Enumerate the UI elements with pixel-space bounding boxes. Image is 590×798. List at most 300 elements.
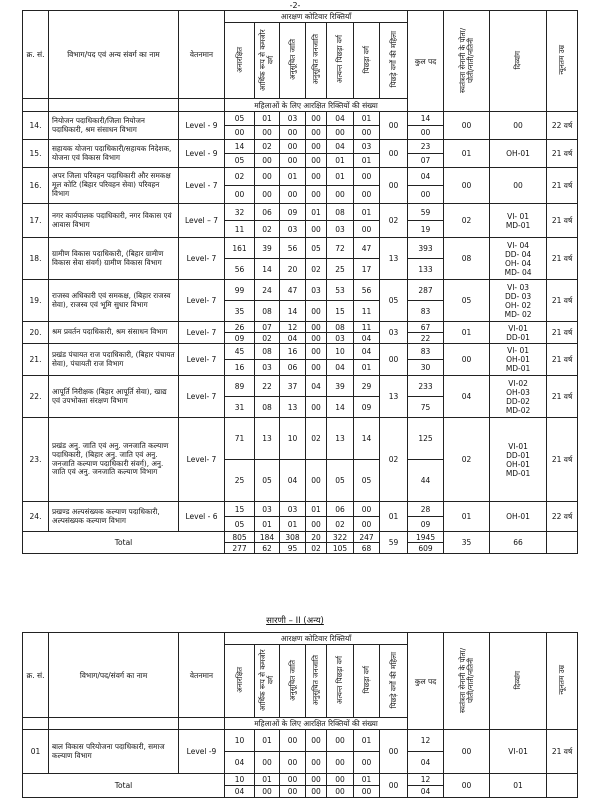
row-vacancy-value: 05 [306,238,327,259]
row-post-name: ग्रामीण विकास पदाधिकारी, (बिहार ग्रामीण विकास सेवा संवर्ग) ग्रामीण विकास विभाग [49,238,179,280]
row-vacancy-value: 00 [280,140,306,154]
row-vacancy-value: 99 [225,280,255,301]
row-sl: 22. [23,376,49,418]
header-total-posts: कुल पद [408,11,444,112]
row-sl: 21. [23,344,49,376]
row-vacancy-value: 00 [306,322,327,333]
row-women-value: 00 [255,154,280,168]
row-vacancy-value: 02 [306,418,327,460]
t2-header-disabled: दिव्यांग [513,670,523,690]
row-women-value: 00 [354,221,380,238]
row-vacancy-value: 89 [225,376,255,397]
row-sl: 20. [23,322,49,344]
row-disabled: VI-01 DD-01 [490,322,547,344]
table-row [23,140,578,154]
total-age-blank [547,774,578,798]
row-total-women: 75 [408,397,444,418]
row-post-name: नियोजन पदाधिकारी/जिला नियोजन पदाधिकारी, श्रम संसाधन विभाग [49,112,179,140]
total-posts: 12 [408,774,444,786]
row-disabled: VI- 03 DD- 03 OH- 02 MD- 02 [490,280,547,322]
row-vacancy-value: 06 [327,502,354,517]
total-women: 04 [408,786,444,798]
row-vacancy-value: 01 [306,204,327,221]
row-vacancy-value: 47 [280,280,306,301]
row-sl: 17. [23,204,49,238]
row-freedom-fighter: 01 [444,502,490,532]
row-bc-women: 05 [380,280,408,322]
row-women-value: 00 [255,126,280,140]
row-women-value: 05 [255,460,280,502]
row-total-posts: 23 [408,140,444,154]
table-row [23,168,578,186]
row-total-women: 30 [408,360,444,376]
row-vacancy-value: 24 [255,280,280,301]
total-bc-women: 59 [380,532,408,554]
t2-header-post: विभाग/पद/संवर्ग का नाम [49,633,179,718]
total-disabled: 01 [490,774,547,798]
t2-header-cat-bc: पिछड़ा वर्ग [361,666,371,694]
row-sl: 23. [23,418,49,502]
row-women-value: 00 [306,460,327,502]
row-women-value: 00 [280,154,306,168]
row-total-posts: 04 [408,168,444,186]
row-post-name: राजस्व अधिकारी एवं समकक्ष, (बिहार राजस्व सेवा), राजस्व एवं भूमि सुधार विभाग [49,280,179,322]
row-vacancy-value: 22 [255,376,280,397]
total-women-value: 00 [255,786,280,798]
total-value: 308 [280,532,306,543]
row-vacancy-value: 15 [225,502,255,517]
row-freedom-fighter: 00 [444,112,490,140]
table-row [23,502,578,517]
t2-header-sl: क्र. सं. [23,633,49,718]
total-women: 609 [408,543,444,554]
row-vacancy-value: 03 [280,112,306,126]
row-sl: 19. [23,280,49,322]
total-women-value: 00 [306,786,327,798]
table-row [23,204,578,221]
row-women-value: 17 [354,259,380,280]
row-vacancy-value: 14 [354,418,380,460]
row-total-posts: 12 [408,730,444,752]
row-total-women: 04 [408,752,444,774]
row-min-age: 21 वर्ष [547,344,578,376]
row-women-value: 00 [280,126,306,140]
header-cat-bc: पिछड़ा वर्ग [361,45,371,74]
row-disabled: VI- 01 MD-01 [490,204,547,238]
total-row [23,532,578,543]
row-disabled: VI-01 DD-01 OH-01 MD-01 [490,418,547,502]
total-posts: 1945 [408,532,444,543]
row-women-value: 15 [327,301,354,322]
row-sl: 16. [23,168,49,204]
row-women-value: 04 [327,360,354,376]
table-row [23,280,578,301]
row-vacancy-value: 14 [225,140,255,154]
row-vacancy-value: 04 [306,376,327,397]
row-min-age: 21 वर्ष [547,140,578,168]
row-vacancy-value: 26 [225,322,255,333]
row-women-value: 00 [327,126,354,140]
row-vacancy-value: 32 [225,204,255,221]
row-total-women: 44 [408,460,444,502]
row-women-value: 00 [306,154,327,168]
row-vacancy-value: 04 [327,140,354,154]
total-label: Total [23,532,225,554]
total-women-value: 04 [225,786,255,798]
row-vacancy-value: 04 [327,112,354,126]
row-women-value: 14 [280,301,306,322]
row-vacancy-value: 03 [354,140,380,154]
row-disabled: 00 [490,168,547,204]
row-post-name: प्रखण्ड अल्पसंख्यक कल्याण पदाधिकारी, अल्पसंख्यक कल्याण विभाग [49,502,179,532]
row-women-value: 09 [354,397,380,418]
row-min-age: 21 वर्ष [547,204,578,238]
header-disabled: दिव्यांग [513,50,523,70]
header-min-age: न्यूनतम उम्र [557,45,567,75]
table-row [23,376,578,397]
row-pay-level: Level - 7 [179,168,225,204]
row-women-value: 03 [255,360,280,376]
row-vacancy-value: 03 [255,502,280,517]
row-women-value: 02 [306,259,327,280]
row-vacancy-value: 56 [280,238,306,259]
row-women-value: 04 [280,333,306,344]
row-vacancy-value: 10 [327,344,354,360]
row-vacancy-value: 10 [280,418,306,460]
row-disabled: VI- 04 DD- 04 OH- 04 MD- 04 [490,238,547,280]
t2-header-cat-ebc: अत्यन्त पिछड़ा वर्ग [335,655,344,705]
row-women-value: 01 [354,360,380,376]
row-min-age: 21 वर्ष [547,418,578,502]
row-women-value: 00 [354,752,380,774]
row-women-value: 13 [280,397,306,418]
row-vacancy-value: 72 [327,238,354,259]
total-women-value: 95 [280,543,306,554]
row-women-value: 02 [255,333,280,344]
row-total-posts: 14 [408,112,444,126]
row-pay-level: Level- 7 [179,376,225,418]
total-value: 00 [280,774,306,786]
row-vacancy-value: 00 [354,168,380,186]
row-bc-women: 00 [380,112,408,140]
row-women-value: 05 [225,517,255,532]
row-vacancy-value: 08 [327,204,354,221]
row-vacancy-value: 00 [255,168,280,186]
row-total-posts: 287 [408,280,444,301]
row-women-value: 01 [280,517,306,532]
row-bc-women: 00 [380,730,408,774]
header-sl: क्र. सं. [23,11,49,99]
row-vacancy-value: 39 [255,238,280,259]
total-value: 00 [327,774,354,786]
row-vacancy-value: 01 [255,730,280,752]
row-freedom-fighter: 05 [444,280,490,322]
row-bc-women: 03 [380,322,408,344]
row-vacancy-value: 01 [255,112,280,126]
row-vacancy-value: 56 [354,280,380,301]
total-value: 20 [306,532,327,543]
total-bc-women: 00 [380,774,408,798]
vacancy-table-2 [22,632,578,798]
t2-header-women-subheader: महिलाओं के लिए आरक्षित रिक्तियों की संख्या [225,718,408,730]
row-vacancy-value: 39 [327,376,354,397]
table2-caption: सारणी – II (अन्य) [266,616,324,626]
total-women-value: 62 [255,543,280,554]
row-disabled: OH-01 [490,502,547,532]
row-vacancy-value: 00 [306,112,327,126]
row-total-posts: 59 [408,204,444,221]
row-vacancy-value: 45 [225,344,255,360]
row-total-posts: 125 [408,418,444,460]
row-freedom-fighter: 00 [444,344,490,376]
row-women-value: 00 [306,752,327,774]
row-vacancy-value: 04 [354,344,380,360]
row-total-women: 09 [408,517,444,532]
total-women-value: 02 [306,543,327,554]
row-freedom-fighter: 08 [444,238,490,280]
row-women-value: 03 [327,333,354,344]
t2-header-cat-ur: अनारक्षित [234,667,244,693]
row-min-age: 21 वर्ष [547,322,578,344]
row-freedom-fighter: 04 [444,376,490,418]
header-women-subheader: महिलाओं के लिए आरक्षित रिक्तियों की संख्या [225,99,408,112]
row-post-name: श्रम प्रवर्तन पदाधिकारी, श्रम संसाधन विभाग [49,322,179,344]
row-vacancy-value: 13 [327,418,354,460]
row-vacancy-value: 08 [255,344,280,360]
row-women-value: 00 [354,186,380,204]
row-vacancy-value: 47 [354,238,380,259]
row-freedom-fighter: 02 [444,204,490,238]
row-sl: 15. [23,140,49,168]
row-vacancy-value: 01 [306,502,327,517]
row-women-value: 00 [306,397,327,418]
row-vacancy-value: 00 [280,730,306,752]
row-women-value: 05 [225,154,255,168]
row-women-value: 14 [327,397,354,418]
row-women-value: 01 [327,154,354,168]
total-women-value: 00 [327,786,354,798]
row-total-posts: 393 [408,238,444,259]
row-bc-women: 02 [380,204,408,238]
row-vacancy-value: 08 [327,322,354,333]
total-value: 322 [327,532,354,543]
header-cat-bcw: पिछड़े वर्गों की महिला [388,31,398,88]
row-women-value: 56 [225,259,255,280]
row-women-value: 00 [255,752,280,774]
row-vacancy-value: 05 [225,112,255,126]
row-vacancy-value: 09 [280,204,306,221]
row-total-women: 83 [408,301,444,322]
total-value: 805 [225,532,255,543]
row-freedom-fighter: 02 [444,418,490,502]
row-min-age: 21 वर्ष [547,168,578,204]
row-women-value: 25 [327,259,354,280]
table-row [23,112,578,126]
row-women-value: 00 [354,126,380,140]
total-women-value: 105 [327,543,354,554]
row-vacancy-value: 02 [255,140,280,154]
row-women-value: 00 [327,186,354,204]
row-women-value: 00 [306,517,327,532]
row-bc-women: 00 [380,168,408,204]
row-women-value: 00 [225,186,255,204]
row-women-value: 00 [354,517,380,532]
row-vacancy-value: 03 [306,280,327,301]
t2-header-cat-sc: अनुसूचित जाति [287,659,297,701]
row-vacancy-value: 10 [225,730,255,752]
row-bc-women: 01 [380,502,408,532]
total-age-blank [547,532,578,554]
total-value: 01 [255,774,280,786]
row-freedom-fighter: 01 [444,322,490,344]
row-pay-level: Level - 9 [179,140,225,168]
row-vacancy-value: 13 [255,418,280,460]
row-vacancy-value: 161 [225,238,255,259]
row-women-value: 08 [255,397,280,418]
header-cat-ur: अनारक्षित [234,46,244,73]
row-post-name: प्रखंड अनु. जाति एवं अनु. जनजाति कल्याण पदाधिकारी, (बिहार अनु. जाति एवं अनु. जनजाति कल्याण पदाधिकारी संवर्ग), अनु. जाति एवं अनु. जनजाति कल्याण विभाग [49,418,179,502]
row-disabled: VI-02 OH-03 DD-02 MD-02 [490,376,547,418]
row-women-value: 05 [327,460,354,502]
row-women-value: 14 [255,259,280,280]
table-row [23,322,578,333]
row-women-value: 00 [306,186,327,204]
row-women-value: 03 [327,221,354,238]
row-vacancy-value: 00 [306,140,327,154]
total-women-value: 277 [225,543,255,554]
row-vacancy-value: 00 [354,502,380,517]
total-women-value: 68 [354,543,380,554]
row-bc-women: 02 [380,418,408,502]
row-women-value: 01 [354,154,380,168]
row-total-posts: 233 [408,376,444,397]
row-women-value: 00 [306,221,327,238]
row-vacancy-value: 00 [306,168,327,186]
row-disabled: VI-01 [490,730,547,774]
row-vacancy-value: 37 [280,376,306,397]
table-row [23,418,578,460]
row-total-posts: 67 [408,322,444,333]
page-number: -2- [289,1,301,10]
row-total-women: 00 [408,126,444,140]
row-vacancy-value: 01 [280,168,306,186]
row-sl: 18. [23,238,49,280]
row-women-value: 04 [225,752,255,774]
total-value: 00 [306,774,327,786]
row-post-name: नगर कार्यपालक पदाधिकारी, नगर विकास एवं आवास विभाग [49,204,179,238]
row-women-value: 00 [255,186,280,204]
row-min-age: 21 वर्ष [547,730,578,774]
row-women-value: 01 [255,517,280,532]
row-women-value: 00 [306,360,327,376]
row-pay-level: Level- 7 [179,418,225,502]
total-row [23,774,578,786]
row-women-value: 04 [354,333,380,344]
row-freedom-fighter: 00 [444,730,490,774]
row-women-value: 00 [225,126,255,140]
header-cat-ebc: अत्यन्त पिछड़ा वर्ग [335,35,344,84]
row-min-age: 22 वर्ष [547,112,578,140]
row-women-value: 20 [280,259,306,280]
row-vacancy-value: 01 [354,204,380,221]
row-vacancy-value: 00 [306,344,327,360]
row-women-value: 16 [225,360,255,376]
row-vacancy-value: 07 [255,322,280,333]
t2-header-freedom-fighter: स्वतंत्रता सेनानी के पोता/पोती/नाती/नतिनी [457,647,475,713]
total-freedom-fighter: 35 [444,532,490,554]
row-vacancy-value: 53 [327,280,354,301]
row-vacancy-value: 02 [225,168,255,186]
row-vacancy-value: 06 [255,204,280,221]
row-min-age: 21 वर्ष [547,376,578,418]
table-row [23,344,578,360]
row-post-name: प्रखंड पंचायत राज पदाधिकारी, (बिहार पंचायत सेवा), पंचायती राज विभाग [49,344,179,376]
row-women-value: 02 [327,517,354,532]
row-women-value: 11 [225,221,255,238]
row-min-age: 22 वर्ष [547,502,578,532]
row-women-value: 00 [280,752,306,774]
header-cat-ews: आर्थिक रूप से कमजोर वर्ग [258,28,275,91]
row-vacancy-value: 12 [280,322,306,333]
t2-header-pay: वेतनमान [179,633,225,718]
row-total-women: 19 [408,221,444,238]
total-value: 10 [225,774,255,786]
header-reserve-title: आरक्षण कोटिवार रिक्तियाँ [225,11,408,23]
row-vacancy-value: 71 [225,418,255,460]
row-vacancy-value: 16 [280,344,306,360]
table-row [23,238,578,259]
row-pay-level: Level - 6 [179,502,225,532]
row-min-age: 21 वर्ष [547,238,578,280]
total-women-value: 00 [354,786,380,798]
total-freedom-fighter: 00 [444,774,490,798]
row-min-age: 21 वर्ष [547,280,578,322]
row-post-name: अपर जिला परिवहन पदाधिकारी और समकक्ष मूल कोटि (बिहार परिवहन सेवा) परिवहन विभाग [49,168,179,204]
row-women-value: 00 [327,752,354,774]
t2-header-total-posts: कुल पद [408,633,444,730]
row-post-name: सहायक योजना पदाधिकारी/सहायक निदेशक, योजना एवं विकास विभाग [49,140,179,168]
row-vacancy-value: 00 [327,730,354,752]
row-disabled: 00 [490,112,547,140]
row-vacancy-value: 01 [354,112,380,126]
header-cat-st: अनुसूचित जनजाति [311,34,320,85]
row-vacancy-value: 29 [354,376,380,397]
total-value: 247 [354,532,380,543]
row-sl: 14. [23,112,49,140]
row-women-value: 04 [280,460,306,502]
t2-header-min-age: न्यूनतम उम्र [557,665,567,695]
row-women-value: 06 [280,360,306,376]
row-pay-level: Level -9 [179,730,225,774]
row-pay-level: Level- 7 [179,280,225,322]
header-freedom-fighter: स्वतंत्रता सेनानी के पोता/पोती/नाती/नतिनी [457,27,475,93]
row-total-posts: 28 [408,502,444,517]
row-disabled: VI- 01 OH-01 MD-01 [490,344,547,376]
row-vacancy-value: 11 [354,322,380,333]
t2-header-cat-st: अनुसूचित जनजाति [311,654,320,706]
row-bc-women: 13 [380,376,408,418]
row-pay-level: Level - 9 [179,112,225,140]
row-post-name: आपूर्ति निरीक्षक (बिहार आपूर्ति सेवा), खाद्य एवं उपभोक्ता संरक्षण विभाग [49,376,179,418]
row-women-value: 02 [255,221,280,238]
header-pay: वेतनमान [179,11,225,99]
t2-header-cat-bcw: पिछड़े वर्गों की महिला [388,651,398,709]
row-vacancy-value: 03 [280,502,306,517]
row-vacancy-value: 01 [327,168,354,186]
row-women-value: 25 [225,460,255,502]
row-women-value: 35 [225,301,255,322]
row-total-women: 00 [408,186,444,204]
